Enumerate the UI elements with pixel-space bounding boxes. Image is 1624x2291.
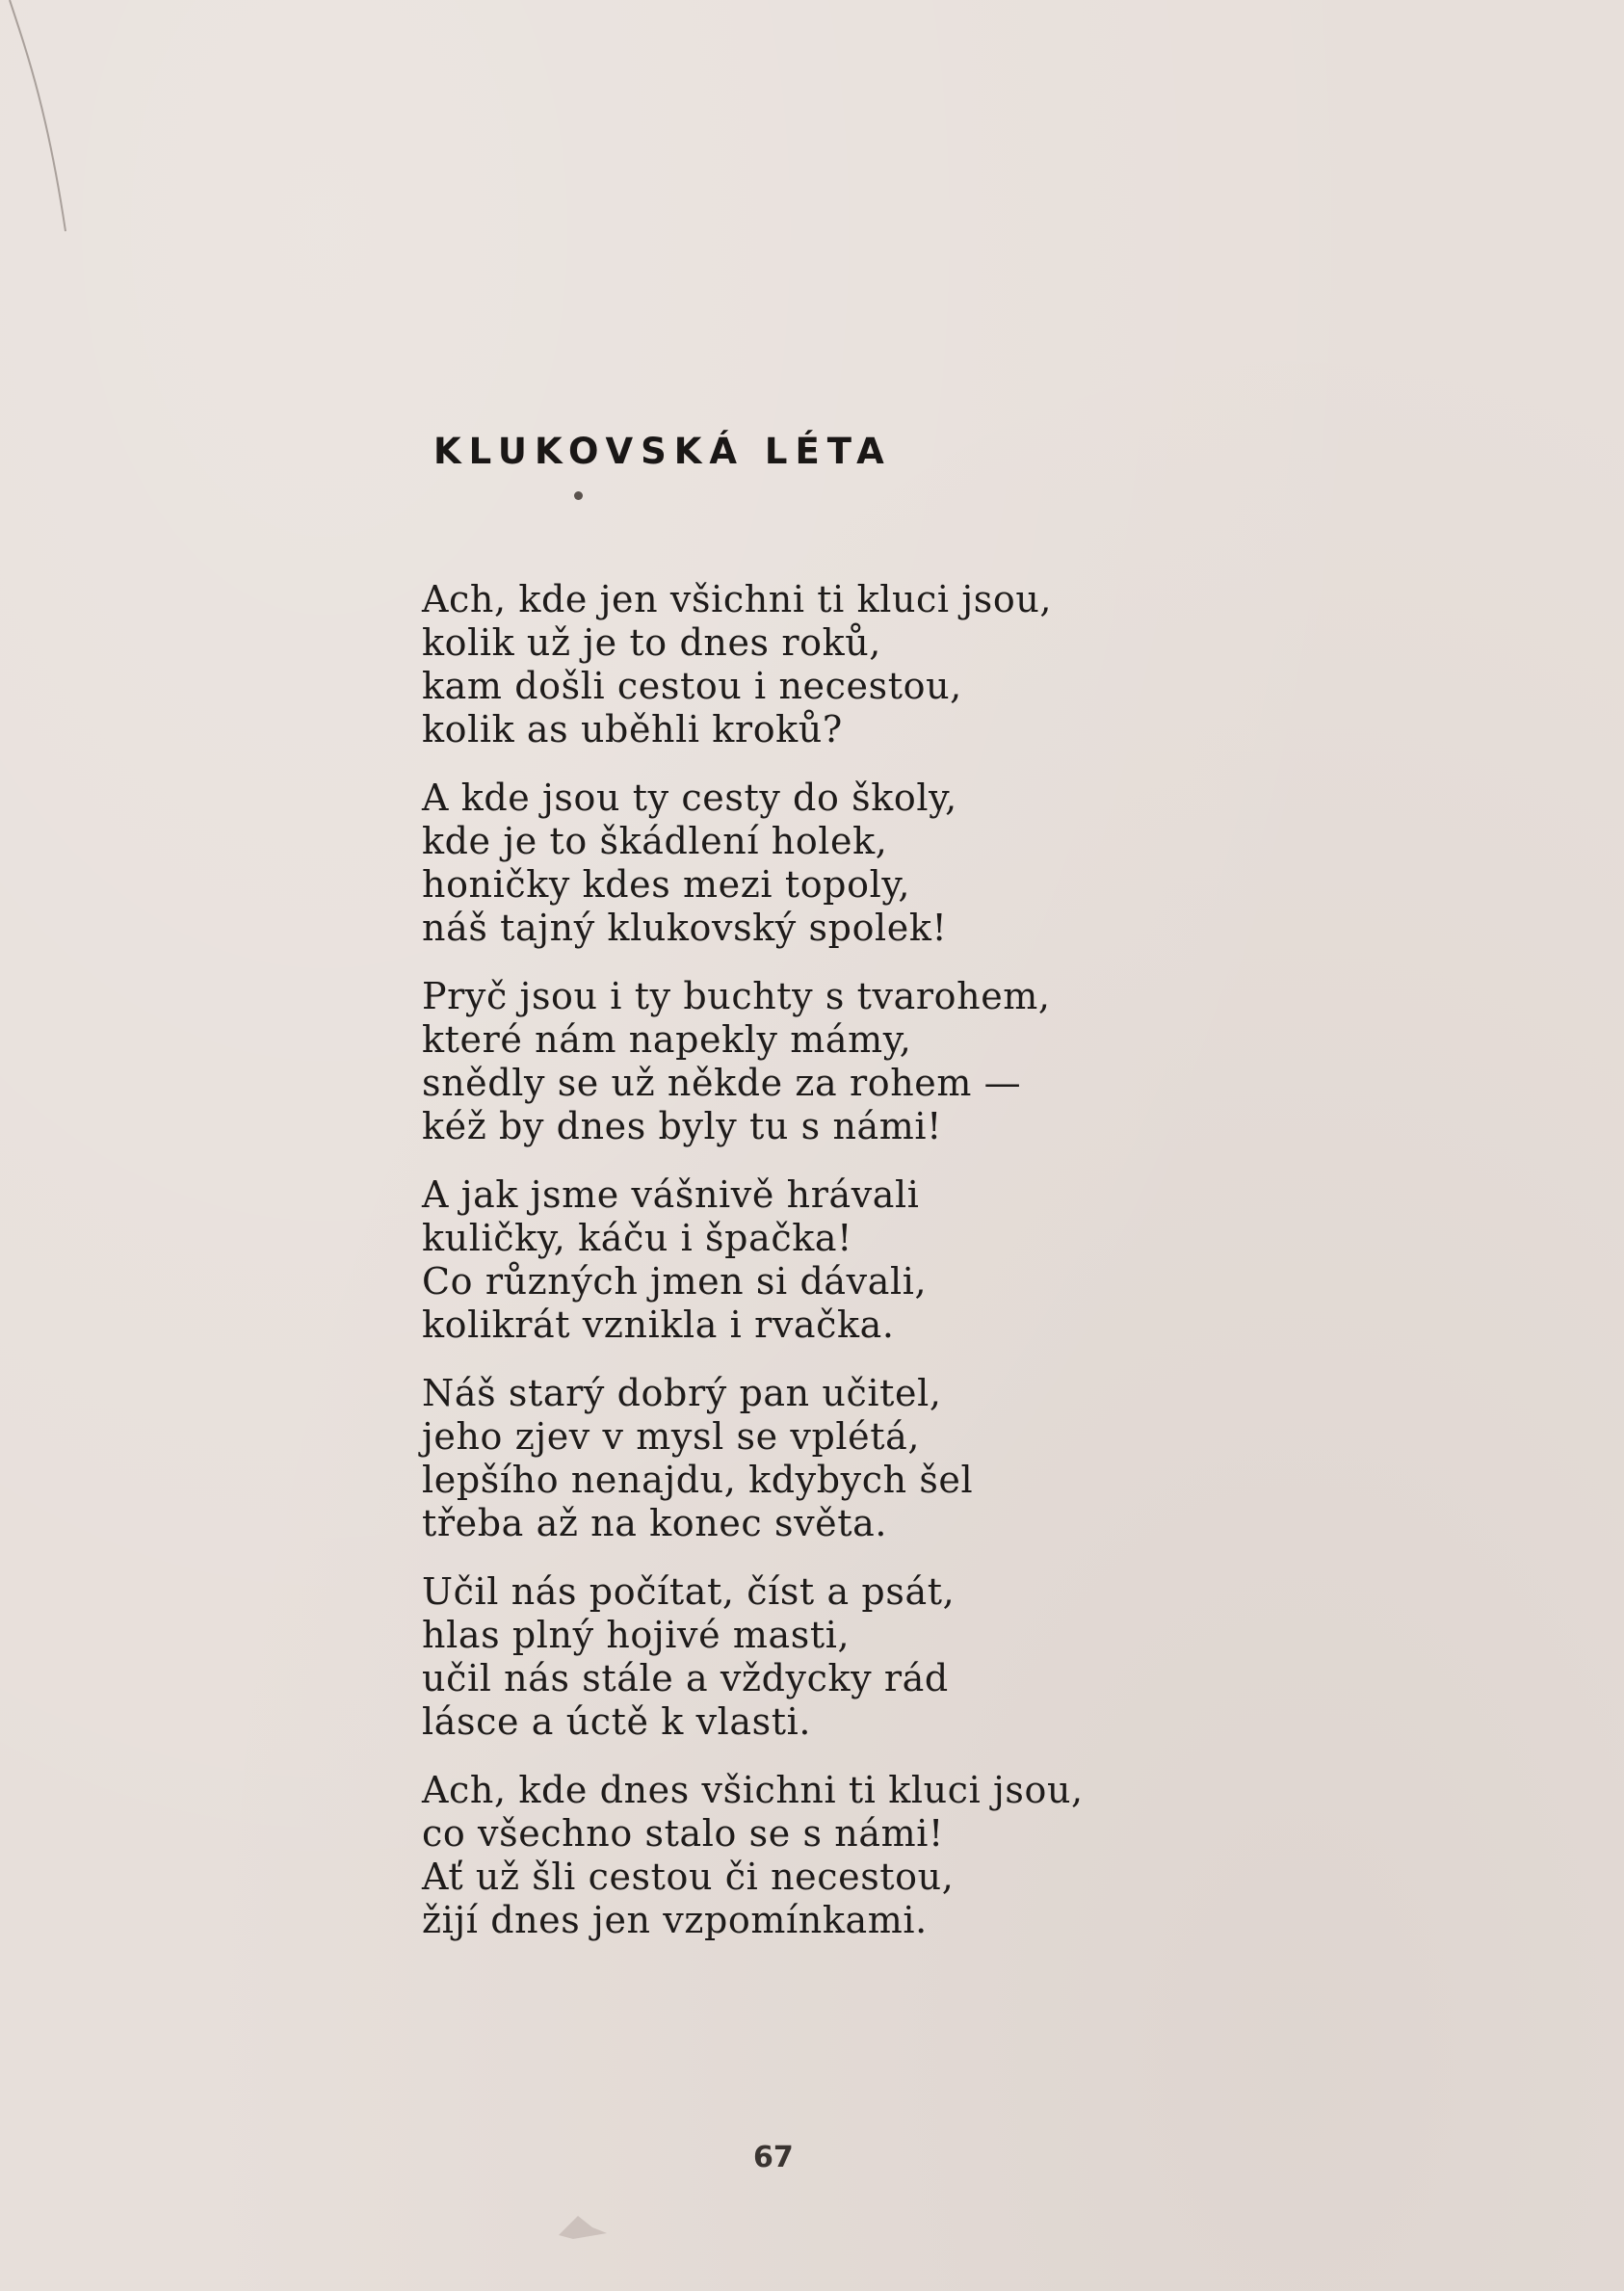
poem-line: kuličky, káču i špačka!	[422, 1217, 852, 1259]
poem-line: Co různých jmen si dávali,	[422, 1260, 928, 1303]
poem-line: Náš starý dobrý pan učitel,	[422, 1372, 942, 1414]
poem-line: které nám napekly mámy,	[422, 1018, 912, 1061]
paper-crease-mark	[0, 0, 116, 289]
poem-line: honičky kdes mezi topoly,	[422, 863, 911, 906]
poem-line: třeba až na konec světa.	[422, 1502, 888, 1544]
stanza	[422, 1173, 1154, 1347]
ink-speck	[574, 491, 583, 500]
poem-line: Ach, kde jen všichni ti kluci jsou,	[422, 578, 1053, 620]
poem-line: žijí dnes jen vzpomínkami.	[422, 1899, 928, 1941]
poem-line: A jak jsme vášnivě hrávali	[422, 1173, 920, 1216]
poem-line: Učil nás počítat, číst a psát,	[422, 1570, 956, 1613]
stanza	[422, 1570, 1154, 1744]
poem-line: kde je to škádlení holek,	[422, 820, 888, 862]
ink-smudge	[554, 2206, 612, 2245]
poem-line: kolik as uběhli kroků?	[422, 708, 843, 750]
poem-line: jeho zjev v mysl se vplétá,	[422, 1415, 921, 1458]
poem-line: lepšího nenajdu, kdybych šel	[422, 1459, 974, 1501]
poem-line: kolikrát vznikla i rvačka.	[422, 1304, 895, 1346]
poem-line: kéž by dnes byly tu s námi!	[422, 1105, 943, 1147]
stanza	[422, 1372, 1154, 1545]
page-number: 67	[753, 2141, 794, 2174]
poem-line: co všechno stalo se s námi!	[422, 1812, 944, 1855]
poem-line: A kde jsou ty cesty do školy,	[422, 777, 957, 819]
poem-line: učil nás stále a vždycky rád	[422, 1657, 949, 1699]
poem-line: náš tajný klukovský spolek!	[422, 907, 948, 949]
poem-line: kolik už je to dnes roků,	[422, 621, 881, 664]
stanza	[422, 1769, 1154, 1942]
poem-line: kam došli cestou i necestou,	[422, 665, 962, 707]
poem-line: snědly se už někde za rohem —	[422, 1062, 1022, 1104]
poem-line: Pryč jsou i ty buchty s tvarohem,	[422, 975, 1051, 1017]
stanza	[422, 777, 1154, 950]
poem-title: KLUKOVSKÁ LÉTA	[433, 431, 892, 472]
stanza	[422, 578, 1154, 751]
poem-line: lásce a úctě k vlasti.	[422, 1700, 812, 1743]
poem-body	[422, 578, 1154, 1967]
stanza	[422, 975, 1154, 1148]
poem-line: Ať už šli cestou či necestou,	[422, 1856, 955, 1898]
poem-line: Ach, kde dnes všichni ti kluci jsou,	[422, 1769, 1084, 1811]
poem-line: hlas plný hojivé masti,	[422, 1614, 851, 1656]
